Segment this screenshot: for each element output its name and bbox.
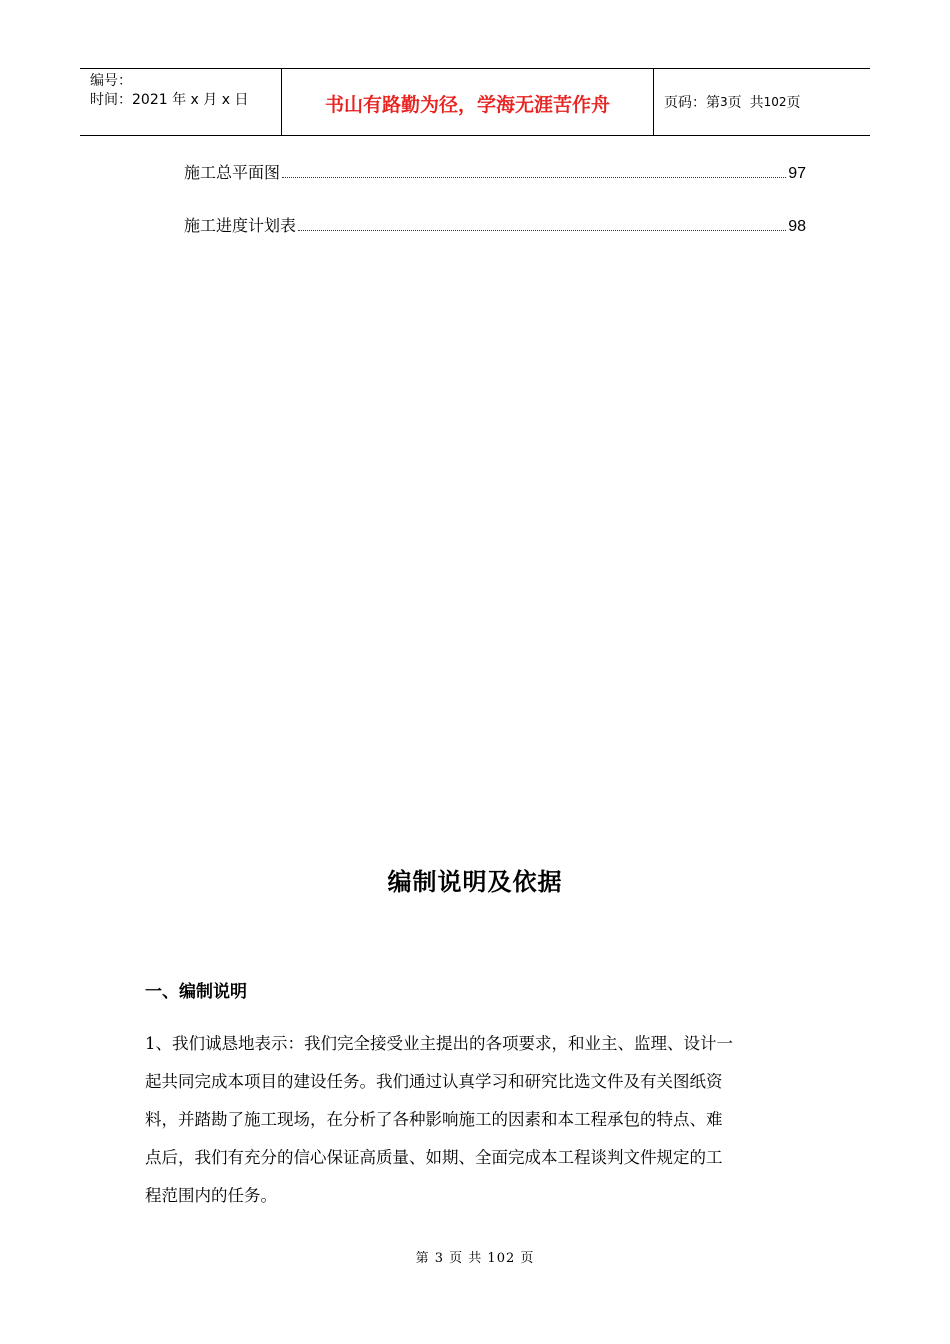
toc-entry-title: 施工进度计划表 xyxy=(184,216,297,235)
page-current: 3 xyxy=(720,95,728,109)
page-suffix: 页 xyxy=(786,95,801,111)
toc-entry[interactable] xyxy=(184,213,806,236)
page-prefix: 页码：第 xyxy=(664,95,720,111)
section-paragraph xyxy=(145,1025,807,1215)
section-heading: 一、编制说明 xyxy=(145,982,247,1002)
toc-entry-page: 97 xyxy=(788,165,806,182)
paragraph-line: 起共同完成本项目的建设任务。我们通过认真学习和研究比选文件及有关图纸资 xyxy=(145,1072,723,1091)
document-number-label: 编号： xyxy=(90,73,132,89)
paragraph-line: 1、我们诚恳地表示：我们完全接受业主提出的各项要求，和业主、监理、设计一 xyxy=(145,1034,733,1053)
page-total: 102 xyxy=(763,95,787,109)
header-motto: 书山有路勤为径，学海无涯苦作舟 xyxy=(282,69,654,135)
toc-entry[interactable] xyxy=(184,160,806,183)
toc-leader-dots xyxy=(282,176,786,178)
page-header xyxy=(80,68,870,136)
toc-leader-dots xyxy=(298,229,786,231)
paragraph-line: 料，并踏勘了施工现场，在分析了各种影响施工的因素和本工程承包的特点、难 xyxy=(145,1110,723,1129)
header-page-info xyxy=(654,69,870,135)
paragraph-line: 点后，我们有充分的信心保证高质量、如期、全面完成本工程谈判文件规定的工 xyxy=(145,1148,723,1167)
page-footer: 第 3 页 共 102 页 xyxy=(415,1251,535,1266)
toc-entry-page: 98 xyxy=(788,218,806,235)
document-title: 编制说明及依据 xyxy=(387,868,563,896)
header-meta xyxy=(80,69,282,135)
paragraph-line: 程范围内的任务。 xyxy=(145,1186,277,1205)
toc-entry-title: 施工总平面图 xyxy=(184,163,281,182)
page-total-prefix: 共 xyxy=(749,95,764,111)
document-date-label: 时间：2021 年 x 月 x 日 xyxy=(90,92,249,108)
page-mid: 页 xyxy=(727,95,742,111)
